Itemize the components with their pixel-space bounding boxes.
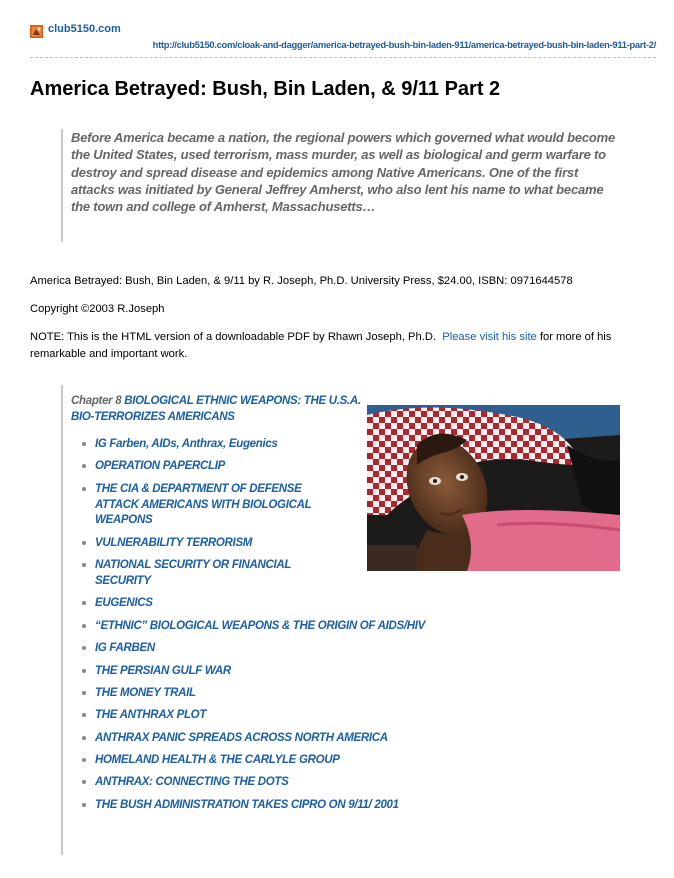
toc-list-item <box>78 731 488 747</box>
note-text-before: NOTE: This is the HTML version of a downloadable PDF by Rhawn Joseph, Ph.D. <box>30 331 437 343</box>
bullet-dot-icon <box>82 624 86 628</box>
toc-list-item <box>78 558 325 590</box>
toc-list-item <box>78 482 325 529</box>
bullet-dot-icon <box>82 563 86 567</box>
toc-link[interactable]: THE MONEY TRAIL <box>95 686 196 699</box>
toc-list-item <box>78 753 488 769</box>
bullet-dot-icon <box>82 736 86 740</box>
toc-link[interactable]: OPERATION PAPERCLIP <box>95 460 225 473</box>
bullet-dot-icon <box>82 541 86 545</box>
bullet-dot-icon <box>82 691 86 695</box>
bullet-dot-icon <box>82 803 86 807</box>
page-title: America Betrayed: Bush, Bin Laden, & 9/11 Part 2 <box>30 78 501 100</box>
toc-link[interactable]: “ETHNIC” BIOLOGICAL WEAPONS & THE ORIGIN OF AIDS/HIV <box>95 619 426 632</box>
visit-site-link[interactable]: Please visit his site <box>442 331 537 343</box>
bullet-dot-icon <box>82 780 86 784</box>
bullet-dot-icon <box>82 646 86 650</box>
toc-link[interactable]: THE PERSIAN GULF WAR <box>95 664 231 677</box>
toc-link[interactable]: EUGENICS <box>95 597 153 610</box>
toc-link[interactable]: THE CIA & DEPARTMENT OF DEFENSE ATTACK AMERICANS WITH BIOLOGICAL WEAPONS <box>95 482 312 527</box>
toc-link[interactable]: IG Farben, AIDs, Anthrax, Eugenics <box>95 438 278 450</box>
bullet-dot-icon <box>82 669 86 673</box>
toc-link[interactable]: ANTHRAX PANIC SPREADS ACROSS NORTH AMERICA <box>95 731 388 744</box>
intro-text: Before America became a nation, the regional powers which governed what would become the United States, used terrorism, mass murder, as well as biological and germ warfare to destroy and spread disease and epidemics among Native Americans. One of the first attacks was initiated by General Jeffrey Amherst, who also lent his name to what became the town and college of Amherst, Massachusetts… <box>71 130 616 215</box>
toc-list-item <box>78 775 488 791</box>
toc-list-item <box>78 686 488 702</box>
chapter-title-link[interactable]: BIOLOGICAL ETHNIC WEAPONS: THE U.S.A. BIO-TERRORIZES AMERICANS <box>71 395 361 423</box>
article-photo <box>367 405 620 571</box>
toc-list-item <box>78 641 488 657</box>
site-name-link[interactable]: club5150.com <box>48 23 121 35</box>
toc-link[interactable]: HOMELAND HEALTH & THE CARLYLE GROUP <box>95 754 340 767</box>
site-favicon-icon <box>30 25 43 38</box>
toc-list-item <box>78 619 488 635</box>
toc-list-item <box>78 708 488 724</box>
toc-link[interactable]: THE BUSH ADMINISTRATION TAKES CIPRO ON 9/11/ 2001 <box>95 798 399 811</box>
book-info: America Betrayed: Bush, Bin Laden, & 9/11 by R. Joseph, Ph.D. University Press, $24.00, ISBN: 0971644578 <box>30 275 573 287</box>
intro-blockquote <box>61 129 621 242</box>
toc-link[interactable]: IG FARBEN <box>95 642 155 655</box>
note-text-after: for more of his remarkable and important work. <box>30 331 612 360</box>
toc-list-item <box>78 798 488 814</box>
note-paragraph <box>30 329 660 363</box>
table-of-contents <box>61 385 623 855</box>
bullet-dot-icon <box>82 601 86 605</box>
toc-link[interactable]: ANTHRAX: CONNECTING THE DOTS <box>95 776 289 789</box>
bullet-dot-icon <box>82 487 86 491</box>
bullet-dot-icon <box>82 442 86 446</box>
copyright-text: Copyright ©2003 R.Joseph <box>30 303 165 315</box>
toc-list-item <box>78 664 488 680</box>
page-url-link[interactable]: http://club5150.com/cloak-and-dagger/america-betrayed-bush-bin-laden-911/america-betrayed-bush-bin-laden-911-part-2/ <box>152 39 656 50</box>
bullet-dot-icon <box>82 758 86 762</box>
toc-link[interactable]: THE ANTHRAX PLOT <box>95 709 207 722</box>
bullet-dot-icon <box>82 713 86 717</box>
toc-link[interactable]: NATIONAL SECURITY OR FINANCIAL SECURITY <box>95 559 291 587</box>
chapter-number: Chapter 8 <box>71 395 122 407</box>
header-divider <box>30 57 656 58</box>
bullet-dot-icon <box>82 464 86 468</box>
toc-list-item <box>78 596 488 612</box>
toc-link[interactable]: VULNERABILITY TERRORISM <box>95 536 253 549</box>
site-header <box>30 22 656 58</box>
chapter-heading <box>71 393 361 425</box>
